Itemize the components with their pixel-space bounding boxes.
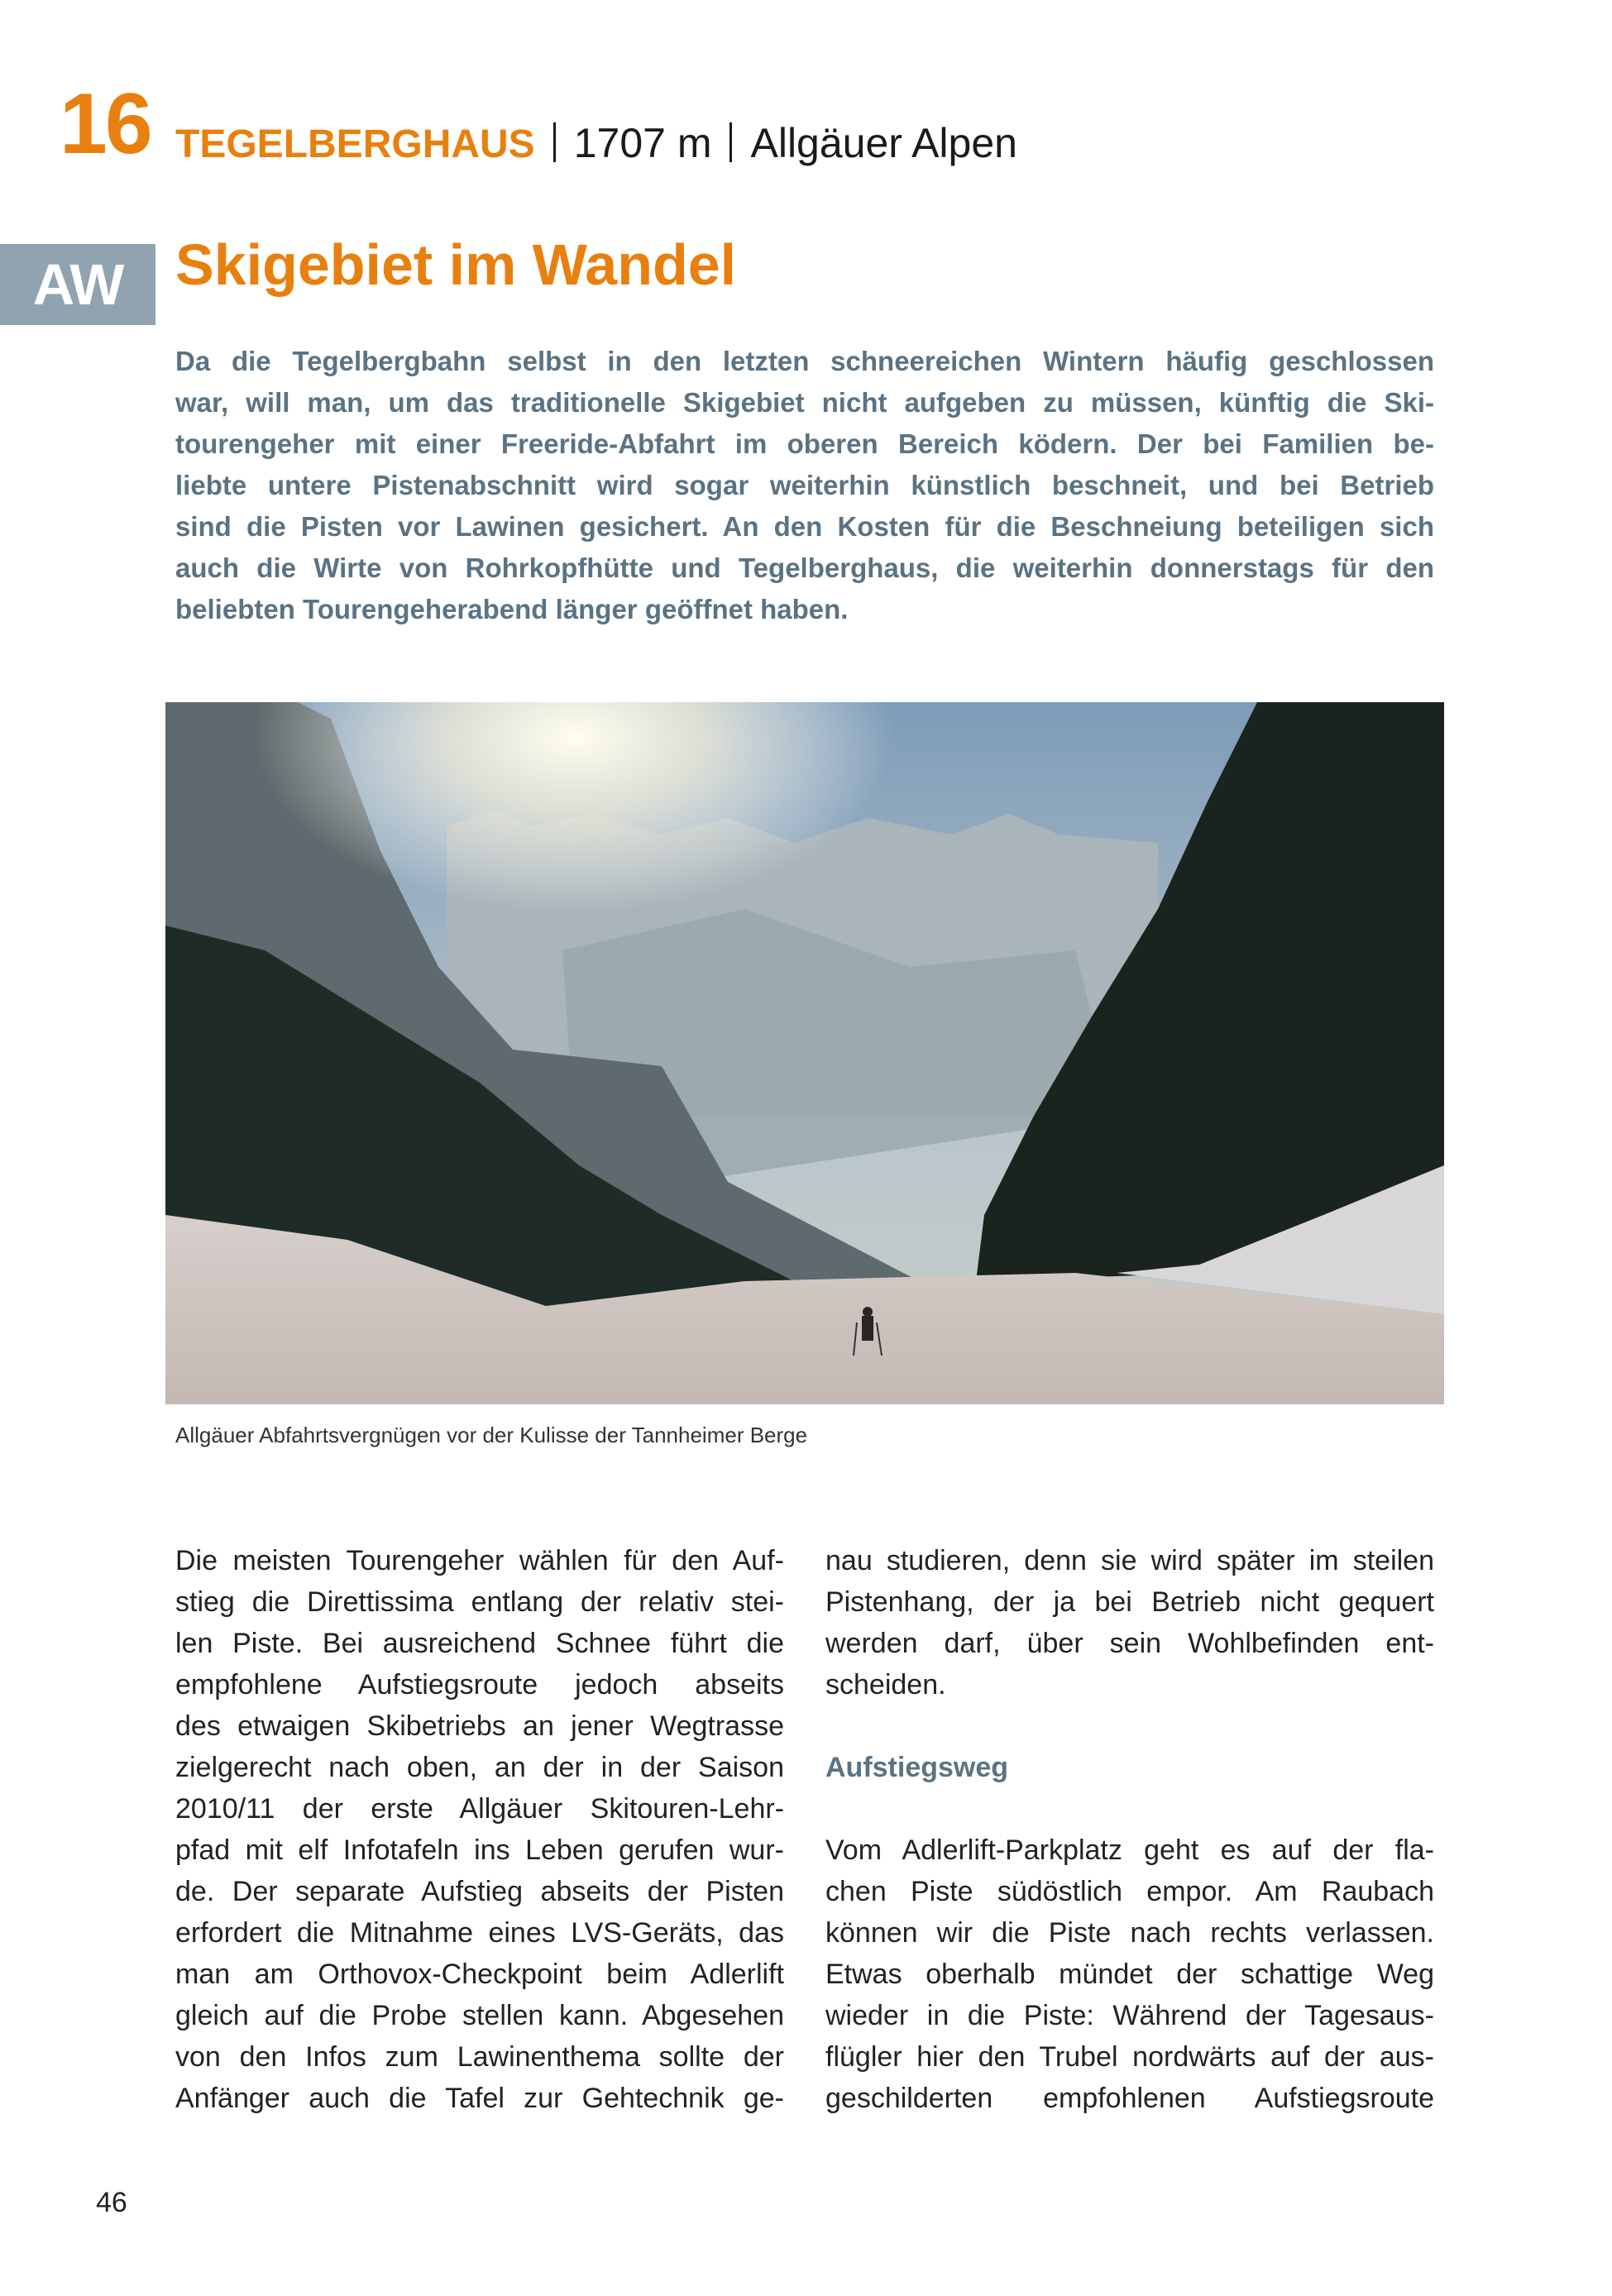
sun-glare	[165, 702, 1444, 1404]
body-line: empfohlene Aufstiegsroute jedoch abseits	[175, 1669, 784, 1700]
body-line: werden darf, über sein Wohlbefinden ent-	[825, 1628, 1434, 1659]
body-line: stieg die Direttissima entlang der relativ stei-	[175, 1586, 784, 1618]
body-line: de. Der separate Aufstieg abseits der Pisten	[175, 1876, 784, 1907]
section-heading: Skigebiet im Wandel	[175, 232, 737, 297]
body-line: Anfänger auch die Tafel zur Gehtechnik ge-	[175, 2083, 784, 2114]
intro-line: tourengeher mit einer Freeride-Abfahrt im oberen Bereich ködern. Der bei Familien be-	[175, 428, 1434, 459]
body-line: geschilderten empfohlenen Aufstiegsroute	[825, 2083, 1434, 2114]
intro-line: beliebten Tourengeherabend länger geöffnet haben.	[175, 594, 849, 624]
body-line: nau studieren, denn sie wird später im steilen	[825, 1545, 1434, 1576]
body-line: Etwas oberhalb mündet der schattige Weg	[825, 1959, 1434, 1990]
body-line: des etwaigen Skibetriebs an jener Wegtrasse	[175, 1710, 784, 1742]
ski-slope-photo	[165, 702, 1444, 1404]
body-line: Pistenhang, der ja bei Betrieb nicht gequert	[825, 1586, 1434, 1618]
photo-caption: Allgäuer Abfahrtsvergnügen vor der Kulisse der Tannheimer Berge	[175, 1423, 808, 1447]
page-header	[175, 122, 1017, 165]
intro-line: war, will man, um das traditionelle Skigebiet nicht aufgeben zu müssen, künftig die Ski-	[175, 387, 1434, 418]
intro-line: auch die Wirte von Rohrkopfhütte und Tegelberghaus, die weiterhin donnerstags für den	[175, 552, 1434, 583]
page-number: 46	[96, 2187, 127, 2218]
body-line: 2010/11 der erste Allgäuer Skitouren-Lehr-	[175, 1793, 784, 1825]
body-line: zielgerecht nach oben, an der in der Saison	[175, 1752, 784, 1783]
body-line: pfad mit elf Infotafeln ins Leben gerufen wur-	[175, 1834, 784, 1866]
body-line: gleich auf die Probe stellen kann. Abgesehen	[175, 2000, 784, 2031]
body-column-left	[175, 1540, 784, 2119]
intro-paragraph	[175, 341, 1434, 630]
body-line: len Piste. Bei ausreichend Schnee führt die	[175, 1628, 784, 1659]
divider	[553, 122, 556, 162]
body-line: erfordert die Mitnahme eines LVS-Geräts, das	[175, 1917, 784, 1949]
chapter-number: 16	[60, 76, 151, 172]
body-column-right	[825, 1540, 1434, 2119]
body-line: können wir die Piste nach rechts verlassen.	[825, 1917, 1434, 1949]
spacer	[825, 1788, 1434, 1830]
section-badge: AW	[0, 244, 155, 325]
intro-line: liebte untere Pistenabschnitt wird sogar weiterhin künstlich beschneit, und bei Betrieb	[175, 470, 1434, 500]
spacer	[825, 1705, 1434, 1747]
body-line: wieder in die Piste: Während der Tagesaus-	[825, 2000, 1434, 2031]
divider	[729, 122, 732, 162]
body-line: Die meisten Tourengeher wählen für den Auf-	[175, 1545, 784, 1576]
body-line: chen Piste südöstlich empor. Am Raubach	[825, 1876, 1434, 1907]
body-line: von den Infos zum Lawinenthema sollte der	[175, 2041, 784, 2073]
region: Allgäuer Alpen	[750, 120, 1017, 166]
body-line: scheiden.	[825, 1669, 946, 1700]
intro-line: sind die Pisten vor Lawinen gesichert. An den Kosten für die Beschneiung beteiligen sich	[175, 511, 1434, 542]
body-line: flügler hier den Trubel nordwärts auf der aus-	[825, 2041, 1434, 2073]
hut-name: TEGELBERGHAUS	[175, 122, 535, 166]
subheading: Aufstiegsweg	[825, 1752, 1009, 1783]
intro-line: Da die Tegelbergbahn selbst in den letzten schneereichen Wintern häufig geschlossen	[175, 346, 1434, 376]
altitude: 1707 m	[573, 120, 712, 166]
body-line: Vom Adlerlift-Parkplatz geht es auf der fla-	[825, 1834, 1434, 1866]
body-line: man am Orthovox-Checkpoint beim Adlerlift	[175, 1959, 784, 1990]
